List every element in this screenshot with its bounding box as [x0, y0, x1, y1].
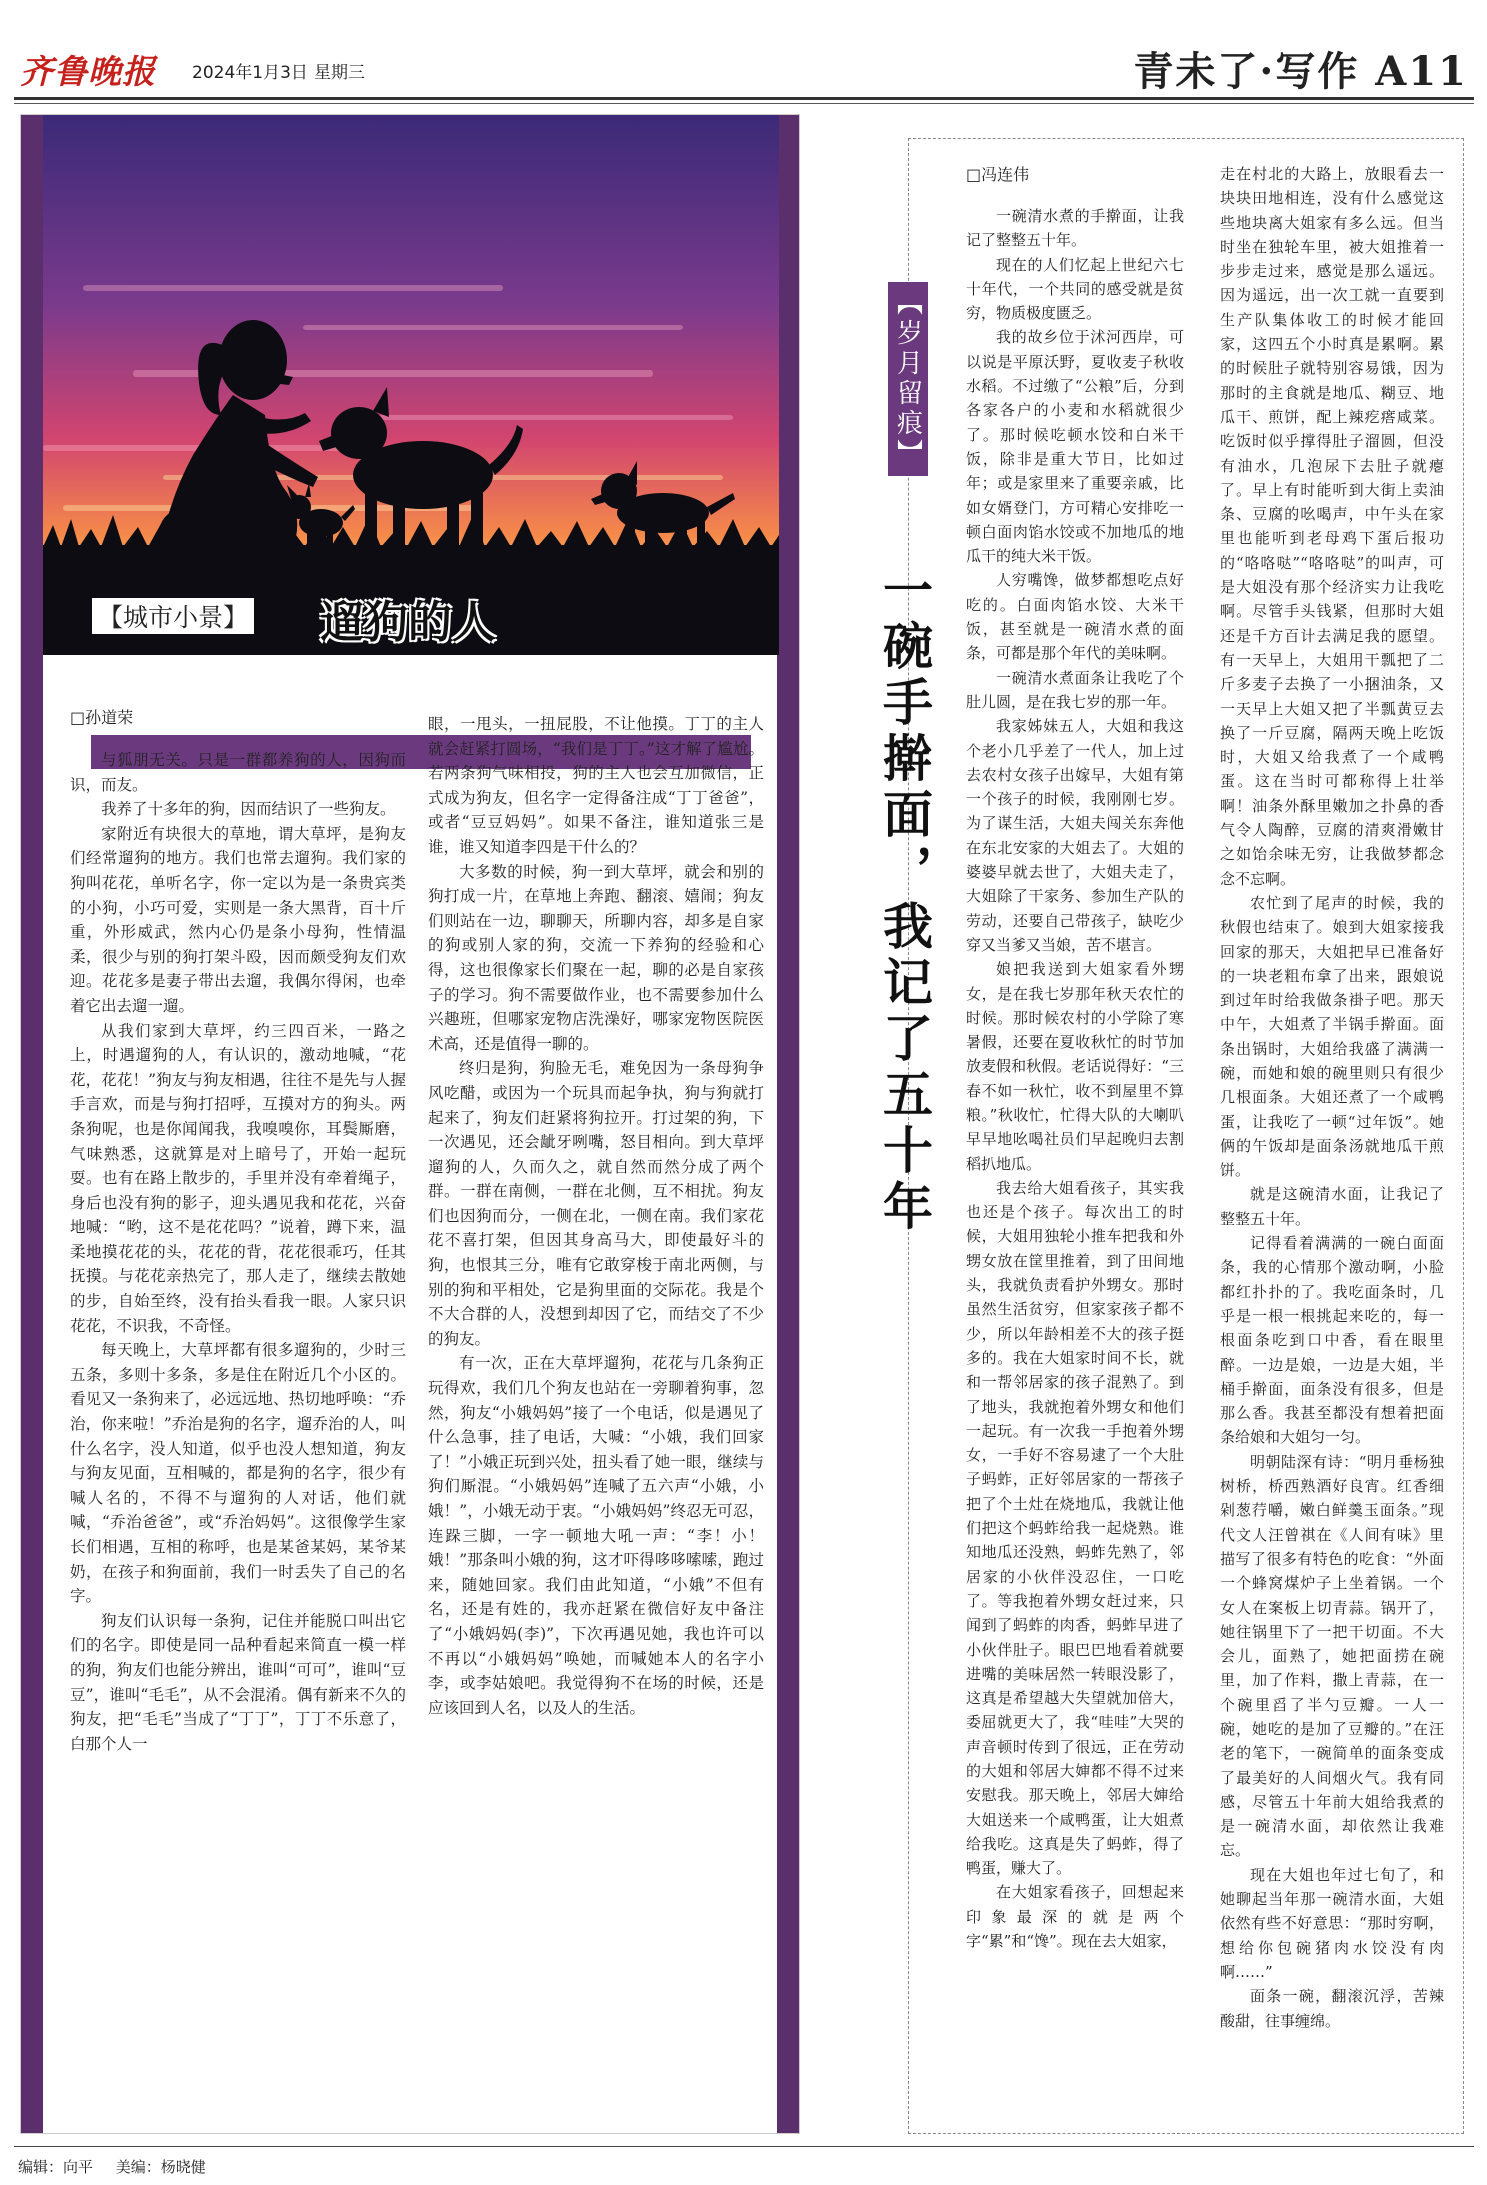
paragraph: 就是这碗清水面，让我记了整整五十年。 — [1220, 1185, 1444, 1228]
paragraph: 在大姐家看孩子，回想起来印象最深的就是两个字“累”和“馋”。现在去大姐家， — [966, 1883, 1184, 1951]
right-article-column-1 — [966, 204, 1184, 2104]
footer-editor: 编辑：向平 — [18, 2158, 94, 2176]
paragraph: 从我们家到大草坪，约三四百米，一路之上，时遇遛狗的人，有认识的，激动地喊，“花花，花花！”狗友与狗友相遇，往往不是先与人握手言欢，而是与狗打招呼，互摸对方的狗头。两条狗呢，也是你闻闻我，我嗅嗅你，耳鬓厮磨，气味熟悉，这就算是对上暗号了，开始一起玩耍。也有在路上散步的，手里并没有牵着绳子，身后也没有狗的影子，迎头遇见我和花花，兴奋地喊：“哟，这不是花花吗？”说着，蹲下来，温柔地摸花花的头，花花的背，花花很乖巧，任其抚摸。与花花亲热完了，那人走了，继续去散她的步，自始至终，没有抬头看我一眼。人家只识花花，不识我，不奇怪。 — [70, 1021, 406, 1335]
paragraph: 每天晚上，大草坪都有很多遛狗的，少时三五条，多则十多条，多是住在附近几个小区的。看见又一条狗来了，必远远地、热切地呼唤：“乔治，你来啦！”乔治是狗的名字，遛乔治的人，叫什么名字，没人知道，似乎也没人想知道，狗友与狗友见面，互相喊的，都是狗的名字，很少有喊人名的，不得不与遛狗的人对话，他们就喊，“乔治爸爸”，或“乔治妈妈”。这很像学生家长们相遇，互相的称呼，也是某爸某妈，某爷某奶，在孩子和狗面前，我们一时丢失了自己的名字。 — [70, 1341, 406, 1606]
paragraph: 一碗清水煮的手擀面，让我记了整整五十年。 — [966, 207, 1184, 250]
paragraph: 终归是狗，狗脸无毛，难免因为一条母狗争风吃醋，或因为一个玩具而起争执，狗与狗就打起来了，狗友们赶紧将狗拉开。打过架的狗，下一次遇见，还会龇牙咧嘴，怒目相向。到大草坪遛狗的人，久而久之，就自然而然分成了两个群。一群在南侧，一群在北侧，互不相扰。狗友们也因狗而分，一侧在北，一侧在南。我们家花花不喜打架，但因其身高马大，即使最好斗的狗，也恨其三分，唯有它敢穿梭于南北两侧，与别的狗和平相处，它是狗里面的交际花。我是个不大合群的人，没想到却因了它，而结交了不少的狗友。 — [428, 1059, 764, 1348]
paragraph: 我养了十多年的狗，因而结识了一些狗友。 — [101, 800, 396, 819]
paragraph: 大多数的时候，狗一到大草坪，就会和别的狗打成一片，在草地上奔跑、翻滚、嬉闹；狗友们则站在一边，聊聊天，所聊内容，却多是自家的狗或别人家的狗，交流一下养狗的经验和心得，这也很像家长们聚在一起，聊的必是自家孩子的学习。狗不需要做作业，也不需要参加什么兴趣班，但哪家宠物店洗澡好，哪家宠物医院医术高，还是值得一聊的。 — [428, 862, 764, 1053]
paragraph: 我去给大姐看孩子，其实我也还是个孩子。每次出工的时候，大姐用独轮小推车把我和外甥女放在筐里推着，到了田间地头，我就负责看护外甥女。那时虽然生活贫穷，但家家孩子都不少，所以年龄相差不大的孩子挺多的。我在大姐家时间不长，就和一帮邻居家的孩子混熟了。到了地头，我就抱着外甥女和他们一起玩。有一次我一手抱着外甥女，一手好不容易逮了一个大肚子蚂蚱，正好邻居家的一帮孩子把了个土灶在烧地瓜，我就让他们把这个蚂蚱给我一起烧熟。谁知地瓜还没熟，蚂蚱先熟了，邻居家的小伙伴没忍住，一口吃了。等我抱着外甥女赶过来，只闻到了蚂蚱的肉香，蚂蚱早进了小伙伴肚子。眼巴巴地看着就要进嘴的美味居然一转眼没影了，这真是希望越大失望就加倍大，委屈就更大了，我“哇哇”大哭的声音顿时传到了很远，正在劳动的大姐和邻居大婶都不得不过来安慰我。那天晚上，邻居大婶给大姐送来一个咸鸭蛋，让大姐煮给我吃。这真是失了蚂蚱，得了鸭蛋，赚大了。 — [966, 1178, 1184, 1878]
paragraph: 一碗清水煮面条让我吃了个肚儿圆，是在我七岁的那一年。 — [966, 668, 1184, 711]
paper-logo: 齐鲁晚报 — [20, 52, 156, 91]
headline-dog-walkers: 遛狗的人 — [320, 597, 496, 648]
paragraph: 农忙到了尾声的时候，我的秋假也结束了。娘到大姐家接我回家的那天，大姐把早已准备好的一块老粗布拿了出来，跟娘说到过年时给我做条褂子吧。那天中午，大姐煮了半锅手擀面。面条出锅时，大姐给我盛了满满一碗，而她和娘的碗里则只有很少几根面条。大姐还煮了一个咸鸭蛋，让我吃了一顿“过年饭”。她俩的午饭却是面条汤就地瓜干煎饼。 — [1220, 893, 1444, 1180]
paragraph: 与狐朋无关。只是一群都养狗的人，因狗而识，而友。 — [70, 751, 406, 794]
paragraph: 面条一碗，翻滚沉浮，苦辣酸甜，往事缠绵。 — [1220, 1987, 1444, 2030]
sunset-dog-illustration — [43, 115, 779, 655]
paragraph: 记得看着满满的一碗白面面条，我的心情那个激动啊，小脸都红扑扑的了。我吃面条时，几乎是一根一根挑起来吃的，每一根面条吃到口中香，看在眼里醉。一边是娘，一边是大姐，半桶手擀面，面条没有很多，但是那么香。我甚至都没有想着把面条给娘和大姐匀一匀。 — [1220, 1234, 1444, 1447]
paragraph: 明朝陆深有诗：“明月垂杨独树桥，桥西熟酒好良宵。红香细剁葱荇嚼，嫩白鲜羹玉面条。”现代文人汪曾祺在《人间有味》里描写了很多有特色的吃食：“外面一个蜂窝煤炉子上坐着锅。一个女人在案板上切青蒜。锅开了，她往锅里下了一把干切面。不大会儿，面熟了，她把面捞在碗里，加了作料，撒上青蒜，在一个碗里舀了半勺豆瓣。一人一碗，她吃的是加了豆瓣的。”在汪老的笔下，一碗简单的面条变成了最美好的人间烟火气。我有同感，尽管五十年前大姐给我煮的是一碗清水面，却依然让我难忘。 — [1220, 1452, 1444, 1860]
headline-noodles: 一碗手擀面，我记了五十年 — [875, 564, 934, 1236]
paragraph: 我家姊妹五人，大姐和我这个老小几乎差了一代人，加上过去农村女孩子出嫁早，大姐有第一个孩子的时候，我刚刚七岁。为了谋生活，大姐夫闯关东奔他在东北安家的大姐去了。大姐的婆婆早就去世了，大姐夫走了，大姐除了干家务、参加生产队的劳动，还要自己带孩子，缺吃少穿又当爹又当娘，苦不堪言。 — [966, 717, 1184, 954]
decor-bar-right — [777, 115, 799, 2133]
left-article-column-2 — [428, 712, 764, 2078]
paragraph: 我的故乡位于沭河西岸，可以说是平原沃野，夏收麦子秋收水稻。不过缴了“公粮”后，分到各家各户的小麦和水稻就很少了。那时候吃顿水饺和白米干饭，除非是重大节日，比如过年；或是家里来了重要亲戚，比如女婿登门，方可精心安排吃一顿白面肉馅水饺或不加地瓜的地瓜干的纯大米干饭。 — [966, 328, 1184, 566]
page-footer — [18, 2156, 224, 2177]
publication-date: 2024年1月3日 — [192, 63, 308, 83]
paragraph: 眼，一甩头，一扭屁股，不让他摸。丁丁的主人就会赶紧打圆场，“我们是丁丁。”这才解了尴尬。若两条狗气味相投，狗的主人也会互加微信，正式成为狗友，但名字一定得备注成“丁丁爸爸”，或者“豆豆妈妈”。如果不备注，谁知道张三是谁，谁又知道李四是干什么的？ — [428, 715, 764, 856]
publication-weekday: 星期三 — [314, 63, 365, 83]
paragraph: 走在村北的大路上，放眼看去一块块田地相连，没有什么感觉这些地块离大姐家有多么远。但当时坐在独轮车里，被大姐推着一步步走过来，感觉是那么遥远。因为遥远，出一次工就一直要到生产队集体收工的时候才能回家，这四五个小时真是累啊。累的时候肚子就特别容易饿，因为那时的主食就是地瓜、糊豆、地瓜干、煎饼，配上辣疙瘩咸菜。吃饭时似乎撑得肚子溜圆，但没有油水，几泡尿下去肚子就瘪了。早上有时能听到大街上卖油条、豆腐的吆喝声，中午头在家里也能听到老母鸡下蛋后报功的“咯咯哒”“咯咯哒”的叫声，可是大姐没有那个经济实力让我吃啊。尽管手头钱紧，但那时大姐还是千方百计去满足我的愿望。有一天早上，大姐用干瓢把了二斤多麦子去换了一小捆油条，又一天早上大姐又把了半瓢黄豆去换了一斤豆腐，隔两天晚上吃饭时，大姐又给我煮了一个咸鸭蛋。这在当时可都称得上壮举啊！油条外酥里嫩加之扑鼻的香气令人陶醉，豆腐的清爽滑嫩甘之如饴余味无穷，让我做梦都念念不忘啊。 — [1220, 165, 1444, 888]
paragraph: 家附近有块很大的草地，谓大草坪，是狗友们经常遛狗的地方。我们也常去遛狗。我们家的狗叫花花，单听名字，你一定以为是一条贵宾类的小狗，小巧可爱，实则是一条大黑背，百十斤重，外形威武，然内心仍是条小母狗，性情温柔，很少与别的狗打架斗殴，因而颇受狗友们欢迎。花花多是妻子带出去遛，我偶尔得闲，也牵着它出去遛一遛。 — [70, 824, 406, 1015]
top-rule-thin — [14, 103, 1474, 104]
left-article-column-1 — [70, 748, 406, 2078]
paragraph: 狗友们认识每一条狗，记住并能脱口叫出它们的名字。即使是同一品种看起来简直一模一样的狗，狗友们也能分辨出，谁叫“可可”，谁叫“豆豆”，谁叫“毛毛”，从不会混淆。偶有新来不久的狗友，把“毛毛”当成了“丁丁”，丁丁不乐意了，白那个人一 — [70, 1611, 406, 1753]
section-page-title: 青未了·写作 A11 — [1133, 48, 1468, 95]
paragraph: 现在大姐也年过七旬了，和她聊起当年那一碗清水面，大姐依然有些不好意思：“那时穷啊，想给你包碗猪肉水饺没有肉啊……” — [1220, 1865, 1444, 1981]
masthead — [14, 34, 1474, 96]
footer-designer: 美编：杨晓健 — [115, 2158, 206, 2176]
column-tag-city: 【城市小景】 — [92, 598, 254, 634]
paragraph: 人穷嘴馋，做梦都想吃点好吃的。白面肉馅水饺、大米干饭，甚至就是一碗清水煮的面条，可都是那个年代的美味啊。 — [966, 571, 1184, 663]
paragraph: 现在的人们忆起上世纪六七十年代，一个共同的感受就是贫穷，物质极度匮乏。 — [966, 255, 1184, 323]
column-tag-years: 【岁月留痕】 — [888, 282, 928, 476]
byline-left: □孙道荣 — [70, 708, 134, 727]
byline-right: □冯连伟 — [966, 165, 1030, 184]
right-article-column-2 — [1220, 162, 1444, 2104]
bottom-rule — [14, 2146, 1474, 2147]
paragraph: 有一次，正在大草坪遛狗，花花与几条狗正玩得欢，我们几个狗友也站在一旁聊着狗事，忽然，狗友“小娥妈妈”接了一个电话，似是遇见了什么急事，挂了电话，大喊：“小娥，我们回家了！”小娥正玩到兴处，扭头看了她一眼，继续与狗们厮混。“小娥妈妈”连喊了五六声“小娥，小娥！”，小娥无动于衷。“小娥妈妈”终忍无可忍，连跺三脚，一字一顿地大吼一声：“李！小！娥！”那条叫小娥的狗，这才吓得哆哆嗦嗦，跑过来，随她回家。我们由此知道，“小娥”不但有名，还是有姓的，我亦赶紧在微信好友中备注了“小娥妈妈(李)”，下次再遇见她，我也许可以不再以“小娥妈妈”唤她，而喊她本人的名字小李，或李姑娘吧。我觉得狗不在场的时候，还是应该回到人名，以及人的生活。 — [428, 1354, 764, 1717]
top-rule — [14, 97, 1474, 100]
decor-bar-left — [21, 115, 43, 2133]
paragraph: 娘把我送到大姐家看外甥女，是在我七岁那年秋天农忙的时候。那时候农村的小学除了寒暑假，还要在夏收秋忙的时节加放麦假和秋假。老话说得好：“三春不如一秋忙，收不到屋里不算粮。”秋收忙，忙得大队的大喇叭早早地吆喝社员们早起晚归去割稻扒地瓜。 — [966, 960, 1184, 1173]
